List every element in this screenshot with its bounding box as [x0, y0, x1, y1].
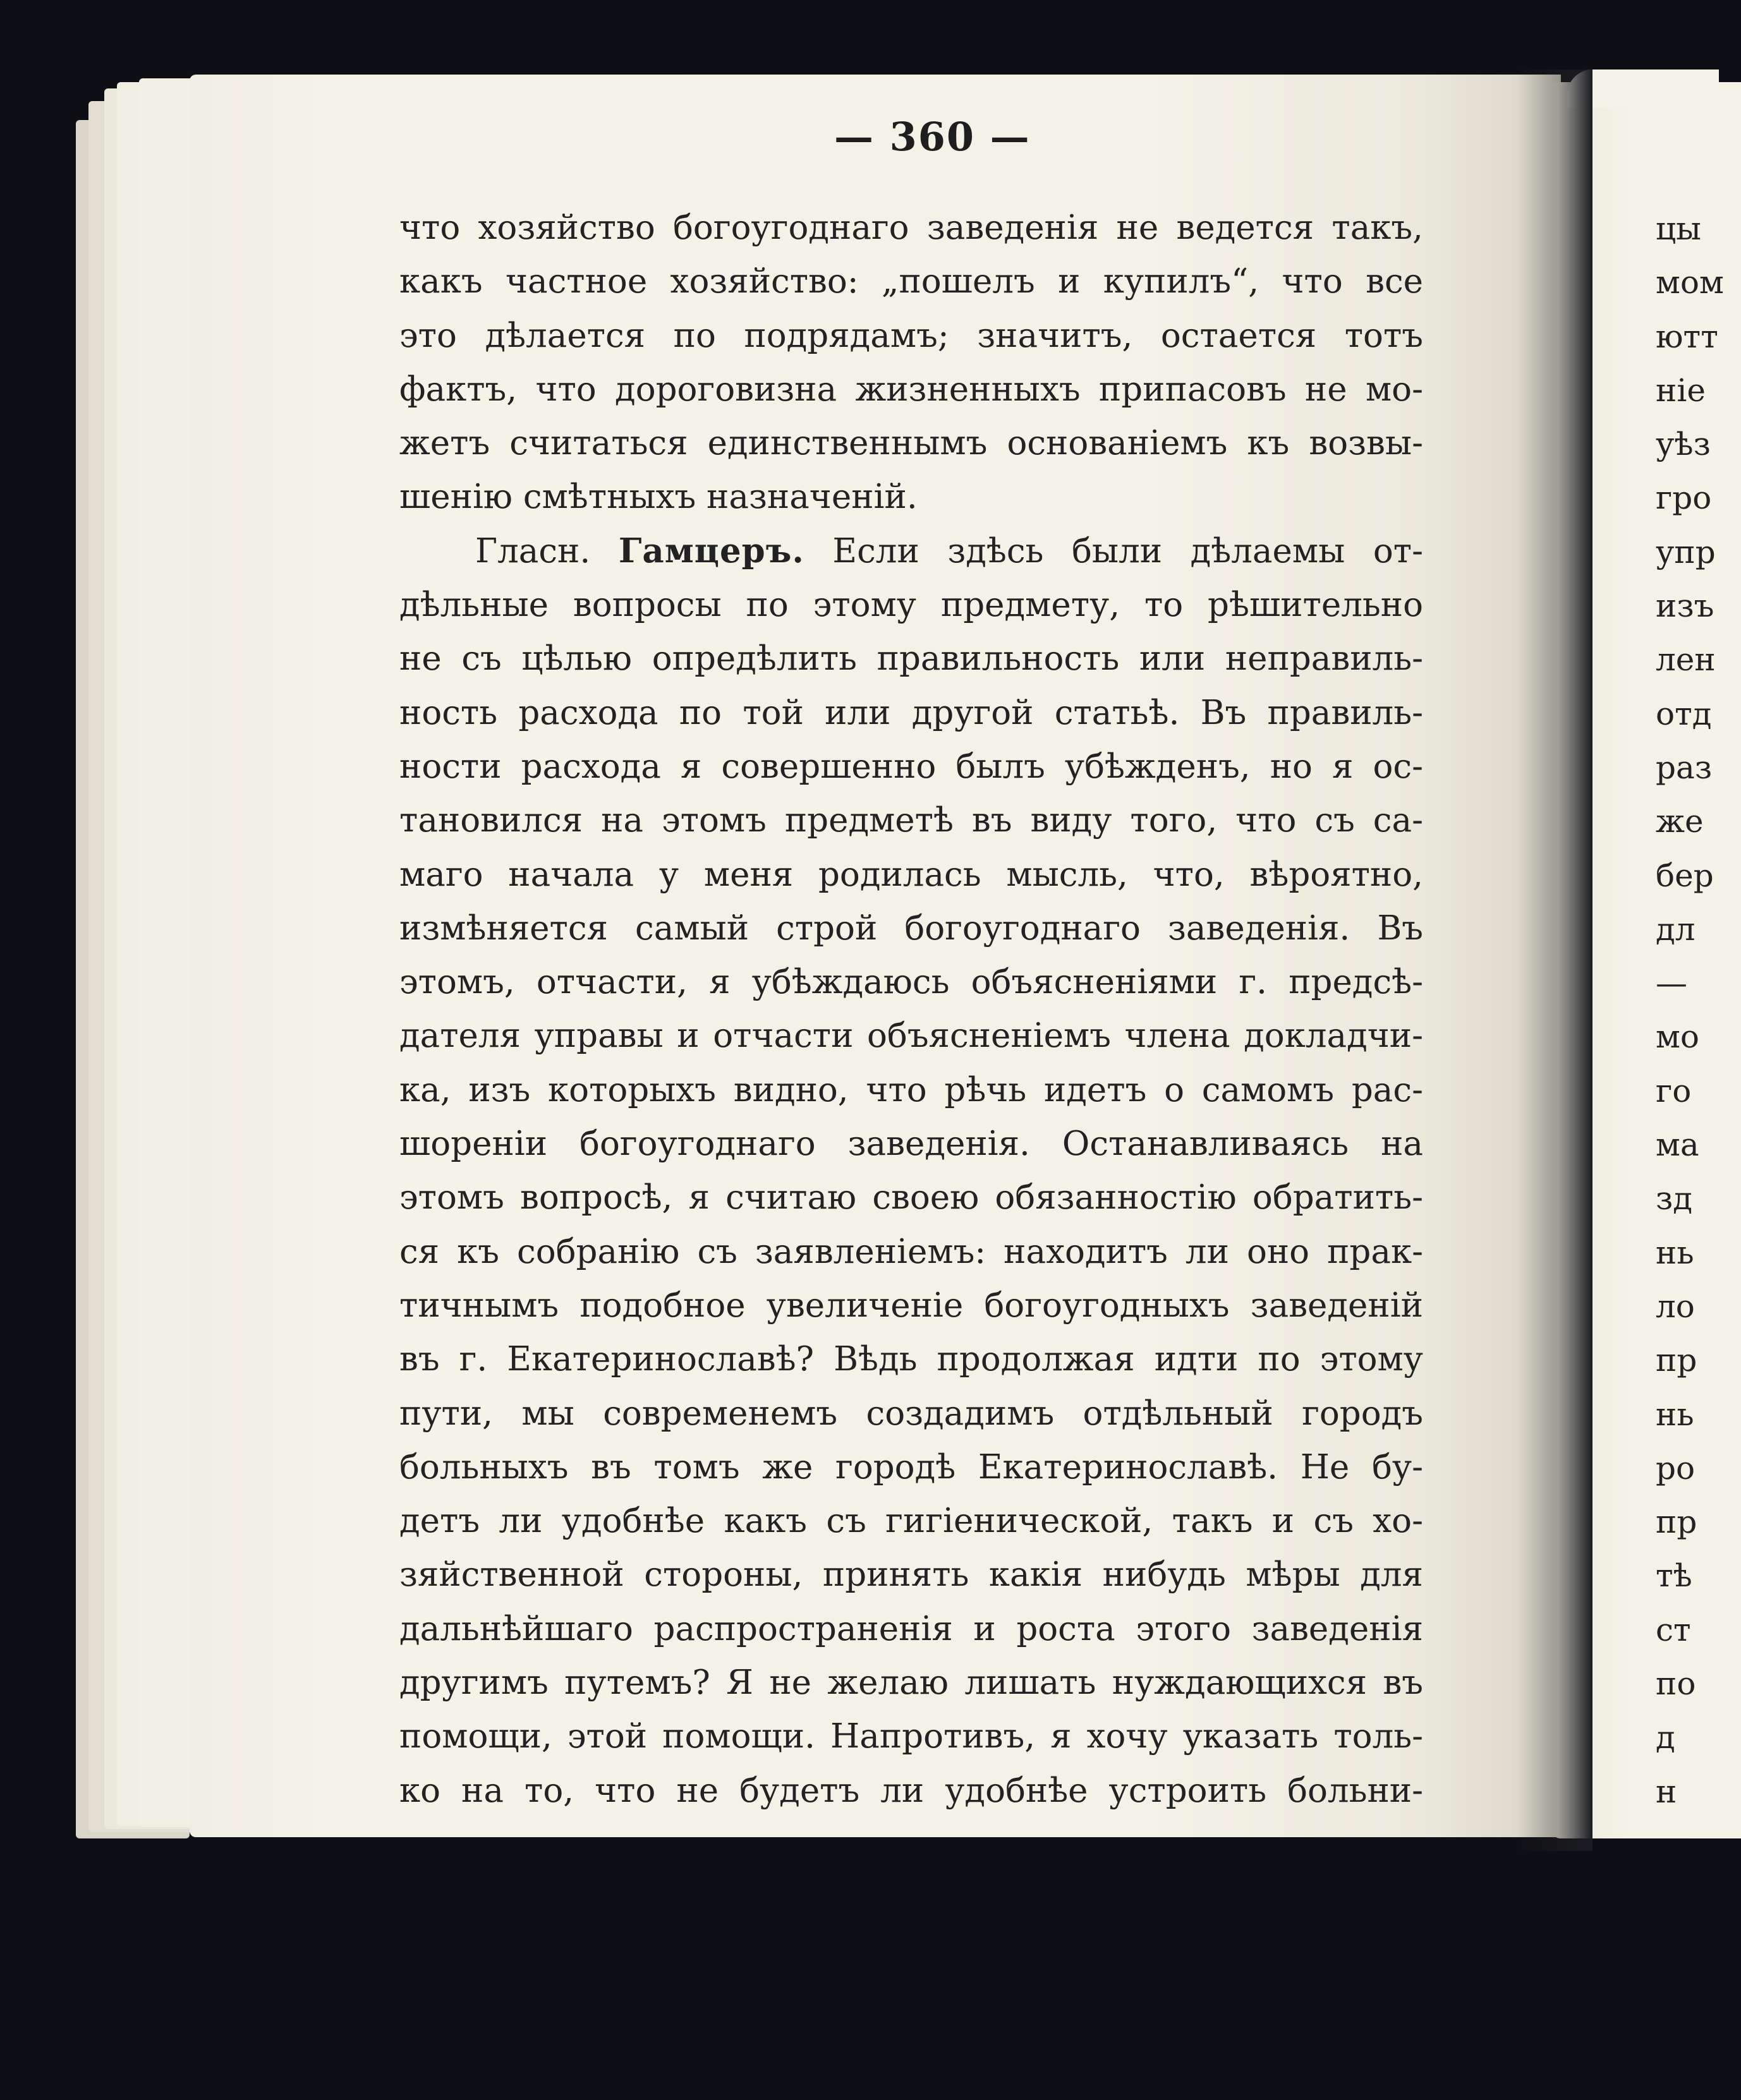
right-text-fragment: го	[1656, 1072, 1692, 1109]
text-line: шенію смѣтныхъ назначеній.	[399, 478, 918, 517]
text-line: дѣльные вопросы по этому предмету, то рѣшительно	[399, 586, 1423, 625]
text-line: пути, мы современемъ создадимъ отдѣльный городъ	[399, 1394, 1423, 1433]
right-text-fragment: бер	[1656, 857, 1714, 894]
text-line: жетъ считаться единственнымъ основаніемъ къ возвы-	[399, 424, 1423, 463]
right-text-fragment: зд	[1656, 1180, 1693, 1217]
text-line: тановился на этомъ предметѣ въ виду того, что съ са-	[399, 801, 1423, 840]
text-line: помощи, этой помощи. Напротивъ, я хочу указать толь-	[399, 1717, 1423, 1756]
text-line: не съ цѣлью опредѣлить правильность или неправиль-	[399, 639, 1423, 679]
text-line: этомъ вопросѣ, я считаю своею обязанностію обратить-	[399, 1178, 1423, 1217]
speaker-name: Гамцеръ.	[618, 531, 804, 570]
text-line: ко на то, что не будетъ ли удобнѣе устроить больни-	[399, 1771, 1423, 1810]
text-line: другимъ путемъ? Я не желаю лишать нуждающихся въ	[399, 1663, 1423, 1703]
right-text-fragment: ло	[1656, 1288, 1695, 1325]
text-line: зяйственной стороны, принять какія нибудь мѣры для	[399, 1555, 1423, 1595]
text-line: ность расхода по той или другой статьѣ. Въ правиль-	[399, 693, 1423, 732]
speech-text: Если здѣсь были дѣлаемы от-	[832, 531, 1423, 570]
text-line: тичнымъ подобное увеличеніе богоугодныхъ заведеній	[399, 1286, 1423, 1325]
speaker-prefix: Гласн.	[475, 531, 591, 570]
right-text-fragment: ст	[1656, 1611, 1691, 1648]
right-text-fragment: мо	[1656, 1018, 1699, 1056]
text-line: это дѣлается по подрядамъ; значитъ, остается тотъ	[399, 316, 1423, 355]
text-line: ся къ собранію съ заявленіемъ: находитъ ли оно прак-	[399, 1232, 1423, 1271]
right-text-fragment: изъ	[1656, 588, 1714, 625]
right-text-fragment: д	[1656, 1719, 1675, 1756]
right-text-fragment: гро	[1656, 480, 1712, 517]
text-line: что хозяйство богоугоднаго заведенія не ведется такъ,	[399, 208, 1423, 247]
text-line: ности расхода я совершенно былъ убѣжденъ, но я ос-	[399, 747, 1423, 786]
right-text-fragment: нь	[1656, 1234, 1694, 1271]
text-line: дателя управы и отчасти объясненіемъ члена докладчи-	[399, 1017, 1423, 1056]
text-line: шореніи богоугоднаго заведенія. Останавливаясь на	[399, 1125, 1423, 1164]
right-text-fragment: же	[1656, 803, 1704, 840]
text-line: этомъ, отчасти, я убѣждаюсь объясненіями г. предсѣ-	[399, 963, 1423, 1002]
text-line: фактъ, что дороговизна жизненныхъ припасовъ не мо-	[399, 370, 1423, 409]
text-line: какъ частное хозяйство: „пошелъ и купилъ“, что все	[399, 262, 1423, 301]
page-text	[399, 201, 1423, 1818]
right-text-fragment: ма	[1656, 1126, 1699, 1164]
right-page-text	[1656, 202, 1724, 1819]
right-text-fragment: упр	[1656, 533, 1716, 570]
right-text-fragment: —	[1656, 965, 1687, 1002]
page-number: — 360 —	[834, 114, 1031, 160]
text-line: больныхъ въ томъ же городѣ Екатеринославѣ. Не бу-	[399, 1447, 1423, 1487]
right-text-fragment: ютт	[1656, 318, 1718, 355]
right-text-fragment: нь	[1656, 1396, 1694, 1433]
right-text-fragment: по	[1656, 1665, 1696, 1703]
right-text-fragment: раз	[1656, 749, 1713, 786]
text-line: измѣняется самый строй богоугоднаго заведенія. Въ	[399, 908, 1423, 948]
right-text-fragment: н	[1656, 1773, 1677, 1810]
right-text-fragment: отд	[1656, 695, 1712, 732]
right-text-fragment: пр	[1656, 1342, 1697, 1379]
right-text-fragment: лен	[1656, 641, 1716, 679]
right-text-fragment: мом	[1656, 264, 1724, 301]
right-text-fragment: ро	[1656, 1449, 1696, 1487]
right-text-fragment: ніе	[1656, 371, 1706, 409]
right-text-fragment: пр	[1656, 1504, 1697, 1541]
right-text-fragment: дл	[1656, 910, 1696, 948]
book-spine-shadow	[1517, 69, 1592, 1851]
text-line: маго начала у меня родилась мысль, что, вѣроятно,	[399, 855, 1423, 894]
right-text-fragment: цы	[1656, 210, 1701, 247]
text-line: детъ ли удобнѣе какъ съ гигіенической, такъ и съ хо-	[399, 1502, 1423, 1541]
speech-first-line	[399, 524, 1423, 578]
text-line: въ г. Екатеринославѣ? Вѣдь продолжая идти по этому	[399, 1340, 1423, 1379]
right-text-fragment: тѣ	[1656, 1557, 1692, 1595]
text-line: ка, изъ которыхъ видно, что рѣчь идетъ о самомъ рас-	[399, 1070, 1423, 1109]
right-text-fragment: уѣз	[1656, 426, 1711, 463]
text-line: дальнѣйшаго распространенія и роста этого заведенія	[399, 1609, 1423, 1648]
